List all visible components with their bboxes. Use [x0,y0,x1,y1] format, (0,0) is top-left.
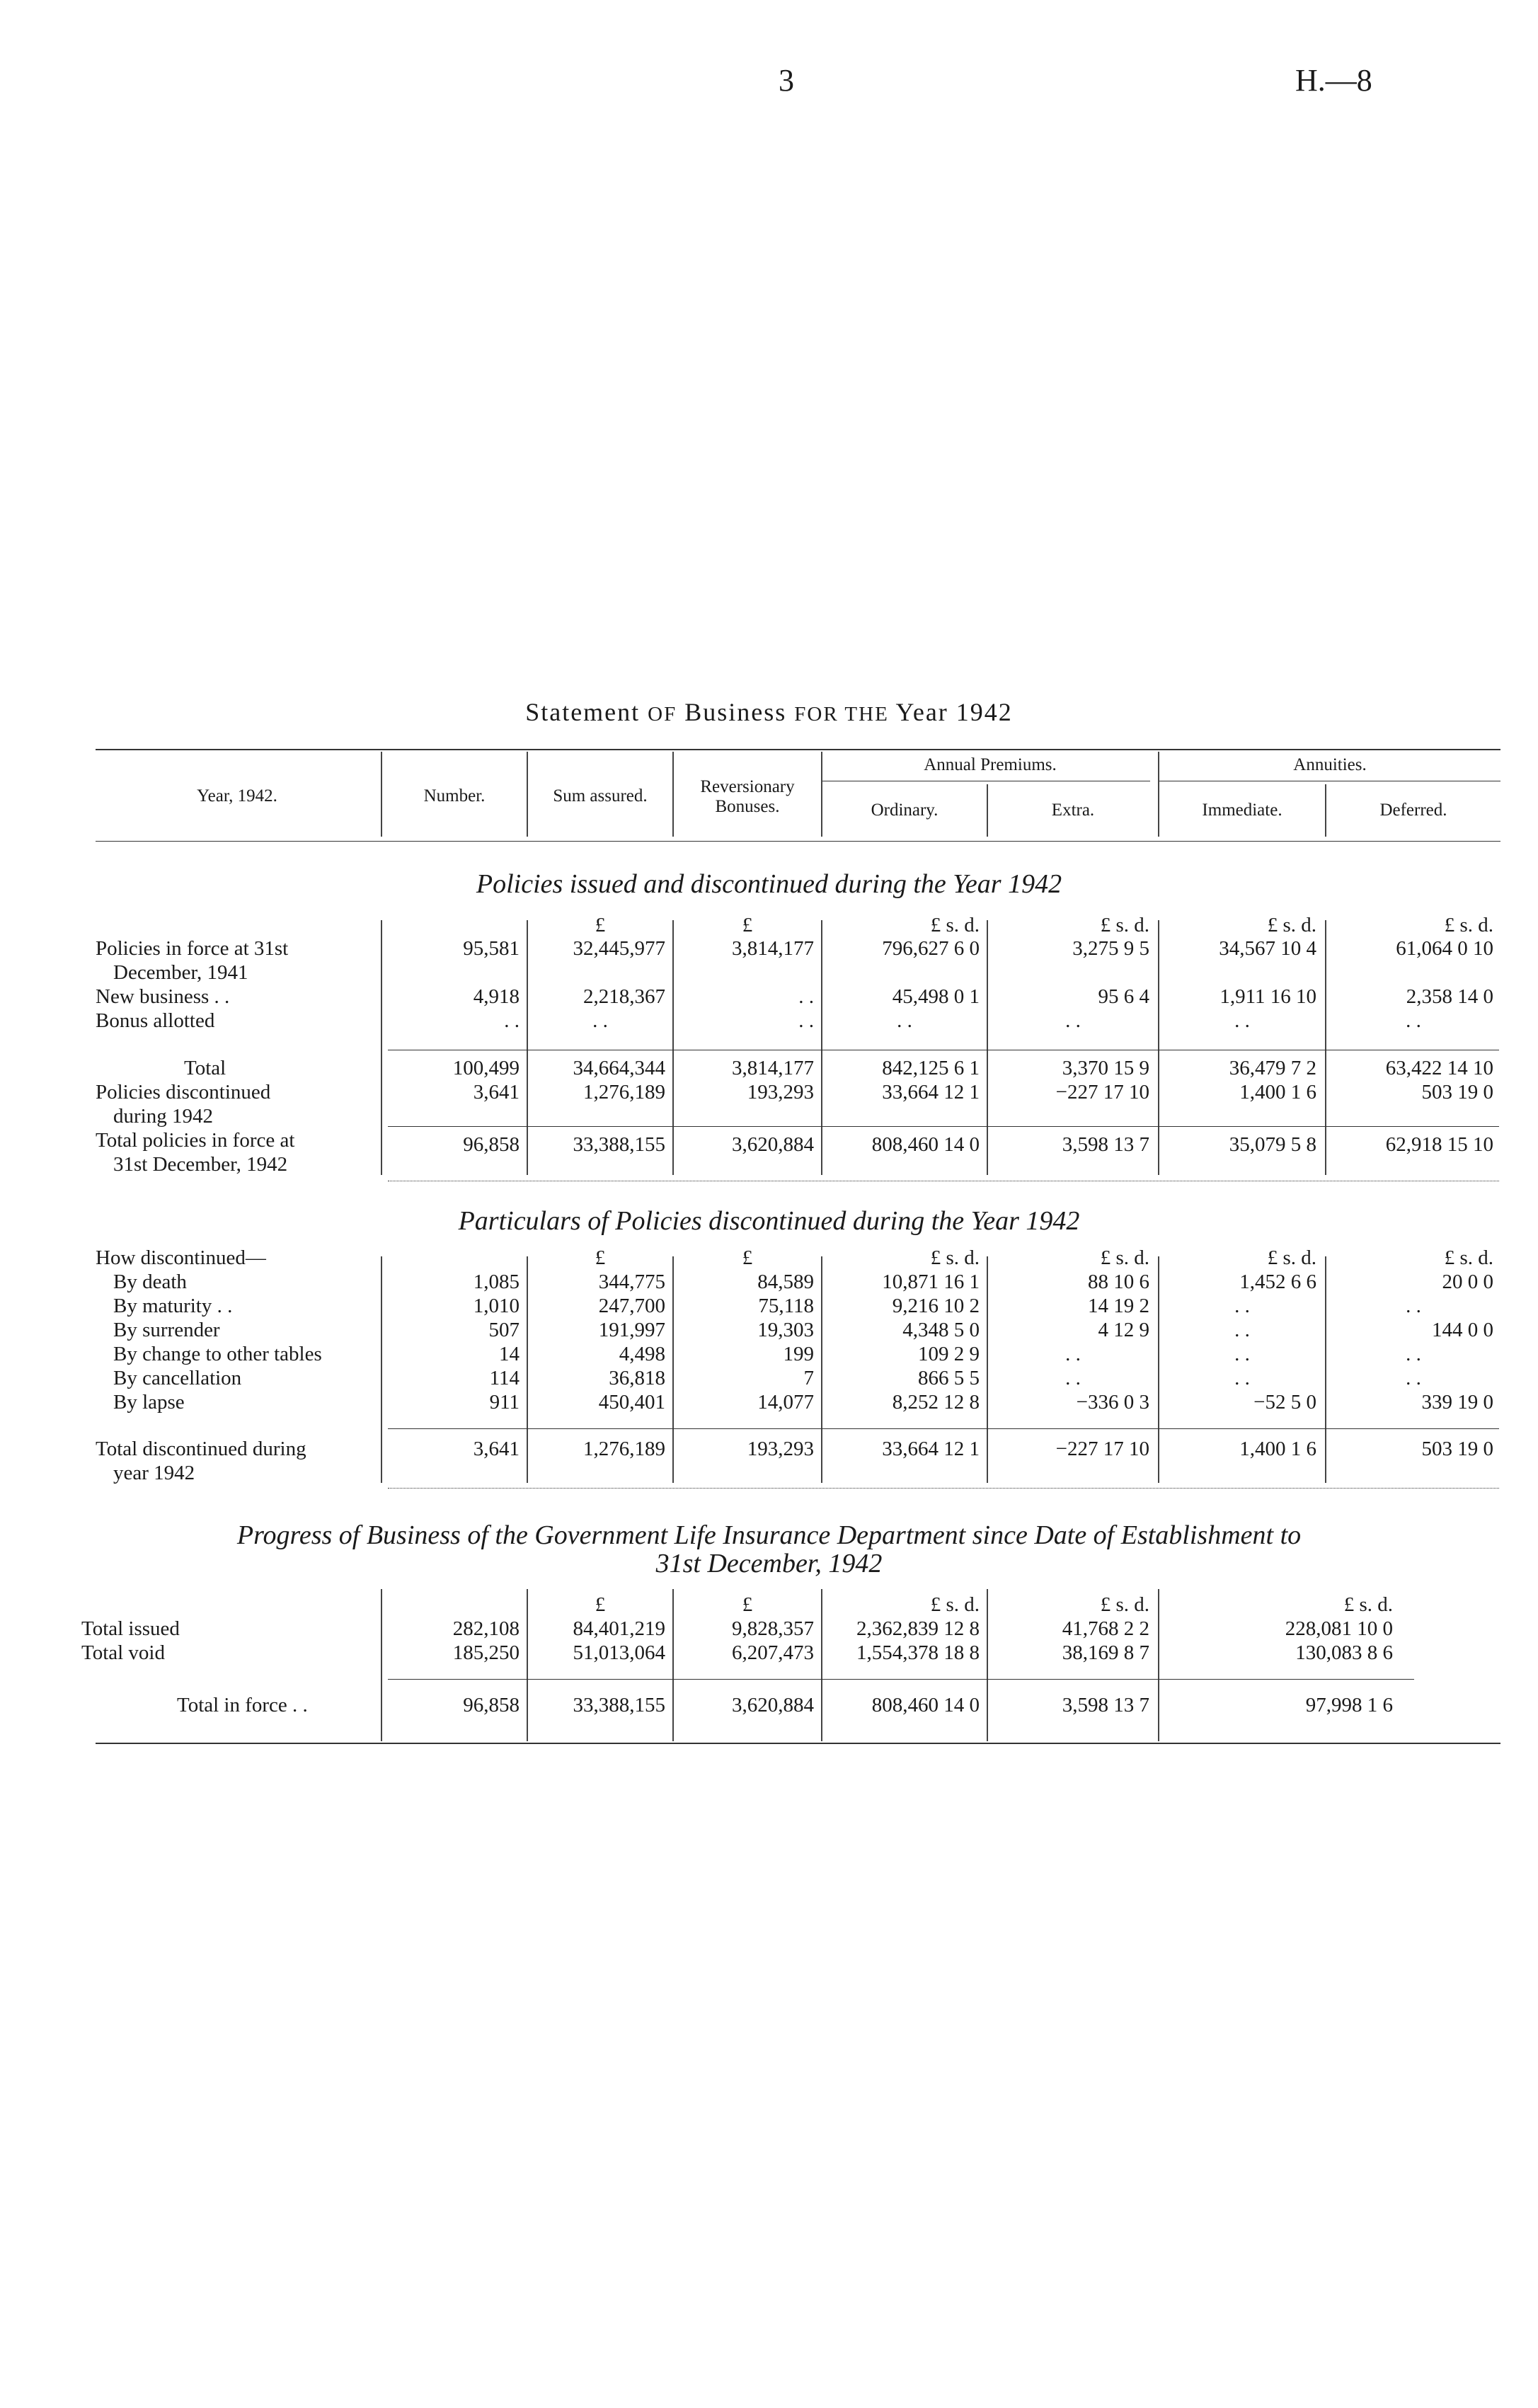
cell-sum: 2,218,367 [583,985,665,1008]
cell-rev: 6,207,473 [732,1641,814,1664]
cell-ord: 808,460 14 0 [871,1694,980,1716]
cell-extra: −227 17 10 [1055,1438,1149,1460]
cell-imm: . . [1234,1319,1250,1341]
col-ordinary: Ordinary. [871,801,939,820]
cell-extra: 4 12 9 [1098,1319,1149,1341]
cell-sum: 84,401,219 [573,1617,665,1640]
unit-ord: £ s. d. [930,1593,980,1616]
cell-extra: . . [1065,1009,1081,1032]
cell-rev: 19,303 [757,1319,814,1341]
row-label: By cancellation [113,1367,242,1389]
cell-imm: . . [1234,1367,1250,1389]
col-reversionary: Reversionary [700,777,795,796]
cell-sum: 344,775 [598,1271,665,1293]
header-bottom-rule [96,841,1500,842]
cell-rev: 7 [803,1367,814,1389]
cell-sum: 1,276,189 [583,1438,665,1460]
cell-ord: 842,125 6 1 [882,1057,980,1079]
cell-number: . . [504,1009,520,1032]
unit-extra: £ s. d. [1100,914,1149,936]
cell-imm: 1,400 1 6 [1239,1438,1316,1460]
row-label: Total [184,1057,226,1079]
total-rule [388,1428,1499,1429]
cell-def: . . [1406,1343,1421,1365]
cell-number: 96,858 [463,1133,520,1156]
row-label: Total policies in force at [96,1129,295,1152]
cell-imm: 35,079 5 8 [1229,1133,1316,1156]
cell-rev: 3,814,177 [732,937,814,960]
cell-number: 507 [488,1319,520,1341]
cell-def: 503 19 0 [1421,1438,1493,1460]
cell-sum: 34,664,344 [573,1057,665,1079]
cell-extra: 3,275 9 5 [1072,937,1149,960]
cell-ord: 1,554,378 18 8 [856,1641,980,1664]
row-label: Bonus allotted [96,1009,215,1032]
cell-sum: . . [592,1009,608,1032]
row-label: Policies discontinued [96,1081,271,1103]
section3-heading: Progress of Business of the Government Life Insurance Department since Date of Establishment to [236,1520,1302,1550]
cell-extra: −336 0 3 [1076,1391,1149,1414]
cell-imm: . . [1234,1295,1250,1317]
cell-def: 503 19 0 [1421,1081,1493,1103]
col-deferred: Deferred. [1379,801,1447,820]
cell-imm: 1,452 6 6 [1239,1271,1316,1293]
cell-number: 3,641 [473,1438,520,1460]
cell-rev: 3,620,884 [732,1133,814,1156]
cell-def: . . [1406,1295,1421,1317]
section2-heading: Particulars of Policies discontinued during the Year 1942 [458,1206,1080,1236]
col-annuities: Annuities. [1293,755,1367,774]
report-code: H.—8 [1295,63,1372,98]
unit-def: £ s. d. [1444,914,1493,936]
cell-rev: . . [798,1009,814,1032]
cell-extra: 3,598 13 7 [1062,1133,1149,1156]
table-bottom-rule [96,1743,1500,1744]
col-year: Year, 1942. [197,786,277,805]
cell-ord: 796,627 6 0 [882,937,980,960]
cell-rev: . . [798,985,814,1008]
cell-sum: 191,997 [598,1319,665,1341]
cell-sum: 33,388,155 [573,1133,665,1156]
col-extra: Extra. [1051,801,1095,820]
cell-number: 114 [489,1367,520,1389]
cell-number: 95,581 [463,937,520,960]
cell-extra: 41,768 2 2 [1062,1617,1149,1640]
title-word-year: Year [895,698,948,726]
cell-def: . . [1406,1009,1421,1032]
row-label-cont: 31st December, 1942 [113,1153,288,1176]
cell-ord: 4,348 5 0 [902,1319,980,1341]
cell-def: 339 19 0 [1421,1391,1493,1414]
section-end-rule [388,1488,1499,1489]
cell-ord: 45,498 0 1 [892,985,980,1008]
cell-rev: 199 [783,1343,814,1365]
col-sum-assured: Sum assured. [553,786,648,805]
section2-intro: How discontinued— [96,1246,266,1269]
cell-number: 14 [499,1343,520,1365]
cell-number: 911 [489,1391,520,1414]
title-word-statement: Statement [525,698,641,726]
cell-ord: . . [897,1009,912,1032]
cell-extra: 88 10 6 [1088,1271,1149,1293]
unit-imm: £ s. d. [1267,914,1316,936]
cell-def: 20 0 0 [1442,1271,1493,1293]
title-word-business: Business [684,698,787,726]
body-vrule [381,1589,382,1741]
cell-ord: 9,216 10 2 [892,1295,980,1317]
cell-imm: 34,567 10 4 [1219,937,1316,960]
unit-rev: £ [742,1593,753,1616]
cell-ord: 33,664 12 1 [882,1438,980,1460]
cell-number: 100,499 [452,1057,520,1079]
unit-extra: £ s. d. [1100,1246,1149,1269]
cell-imm: 1,400 1 6 [1239,1081,1316,1103]
cell-sum: 36,818 [609,1367,665,1389]
row-label: Total issued [81,1617,180,1640]
cell-ord: 8,252 12 8 [892,1391,980,1414]
cell-ord: 808,460 14 0 [871,1133,980,1156]
cell-sum: 51,013,064 [573,1641,665,1664]
cell-number: 1,010 [473,1295,520,1317]
cell-ann: 130,083 8 6 [1295,1641,1393,1664]
unit-extra: £ s. d. [1100,1593,1149,1616]
total-rule [388,1126,1499,1127]
cell-extra: . . [1065,1367,1081,1389]
cell-number: 185,250 [452,1641,520,1664]
cell-number: 282,108 [452,1617,520,1640]
row-label: Policies in force at 31st [96,937,289,960]
section1-heading: Policies issued and discontinued during the Year 1942 [476,869,1062,899]
col-bonuses: Bonuses. [715,797,780,816]
row-label: By surrender [113,1319,220,1341]
cell-extra: . . [1065,1343,1081,1365]
cell-extra: 14 19 2 [1088,1295,1149,1317]
cell-imm: 1,911 16 10 [1220,985,1316,1008]
cell-ann: 228,081 10 0 [1285,1617,1393,1640]
col-number: Number. [423,786,486,805]
row-label: Total in force . . [177,1694,308,1716]
unit-rev: £ [742,1246,753,1269]
section3-heading-cont: 31st December, 1942 [655,1549,883,1578]
cell-sum: 450,401 [598,1391,665,1414]
row-label: By death [113,1271,187,1293]
unit-def: £ s. d. [1444,1246,1493,1269]
cell-sum: 1,276,189 [583,1081,665,1103]
cell-rev: 3,620,884 [732,1694,814,1716]
cell-number: 4,918 [473,985,520,1008]
cell-imm: −52 5 0 [1253,1391,1316,1414]
unit-rev: £ [742,914,753,936]
title-word-of: OF [648,703,677,726]
unit-ord: £ s. d. [930,1246,980,1269]
row-label: Total void [81,1641,165,1664]
cell-def: 144 0 0 [1432,1319,1493,1341]
cell-sum: 33,388,155 [573,1694,665,1716]
cell-rev: 75,118 [758,1295,814,1317]
col-annual-premiums: Annual Premiums. [924,755,1057,774]
cell-extra: 3,370 15 9 [1062,1057,1149,1079]
cell-sum: 4,498 [619,1343,665,1365]
row-label-cont: December, 1941 [113,961,248,984]
cell-def: 63,422 14 10 [1385,1057,1493,1079]
cell-def: . . [1406,1367,1421,1389]
row-label: By change to other tables [113,1343,322,1365]
cell-number: 1,085 [473,1271,520,1293]
unit-imm: £ s. d. [1267,1246,1316,1269]
cell-ord: 109 2 9 [918,1343,980,1365]
title-year: 1942 [955,698,1013,726]
row-label: New business . . [96,985,230,1008]
cell-extra: −227 17 10 [1055,1081,1149,1103]
cell-sum: 247,700 [598,1295,665,1317]
unit-sum: £ [595,1593,606,1616]
cell-imm: . . [1234,1343,1250,1365]
cell-sum: 32,445,977 [573,937,665,960]
cell-imm: . . [1234,1009,1250,1032]
cell-number: 96,858 [463,1694,520,1716]
row-label-cont: year 1942 [113,1462,195,1484]
statement-title [0,697,1538,727]
total-rule [388,1679,1414,1680]
col-immediate: Immediate. [1202,801,1282,820]
unit-sum: £ [595,1246,606,1269]
cell-rev: 193,293 [747,1081,814,1103]
cell-rev: 14,077 [757,1391,814,1414]
cell-imm: 36,479 7 2 [1229,1057,1316,1079]
cell-number: 3,641 [473,1081,520,1103]
cell-rev: 193,293 [747,1438,814,1460]
cell-ord: 10,871 16 1 [882,1271,980,1293]
cell-def: 2,358 14 0 [1406,985,1493,1008]
row-label: Total discontinued during [96,1438,306,1460]
cell-extra: 38,169 8 7 [1062,1641,1149,1664]
unit-sum: £ [595,914,606,936]
row-label-cont: during 1942 [113,1105,213,1128]
cell-rev: 9,828,357 [732,1617,814,1640]
unit-ann: £ s. d. [1343,1593,1393,1616]
cell-rev: 84,589 [757,1271,814,1293]
page-number: 3 [779,63,794,98]
cell-rev: 3,814,177 [732,1057,814,1079]
header-top-rule [96,749,1500,750]
cell-extra: 95 6 4 [1098,985,1149,1008]
title-word-for-the: FOR THE [794,703,889,726]
cell-extra: 3,598 13 7 [1062,1694,1149,1716]
cell-def: 61,064 0 10 [1396,937,1493,960]
cell-ord: 2,362,839 12 8 [856,1617,980,1640]
unit-ord: £ s. d. [930,914,980,936]
cell-ann: 97,998 1 6 [1305,1694,1393,1716]
cell-ord: 866 5 5 [918,1367,980,1389]
cell-ord: 33,664 12 1 [882,1081,980,1103]
row-label: By maturity . . [113,1295,233,1317]
row-label: By lapse [113,1391,185,1414]
cell-def: 62,918 15 10 [1385,1133,1493,1156]
